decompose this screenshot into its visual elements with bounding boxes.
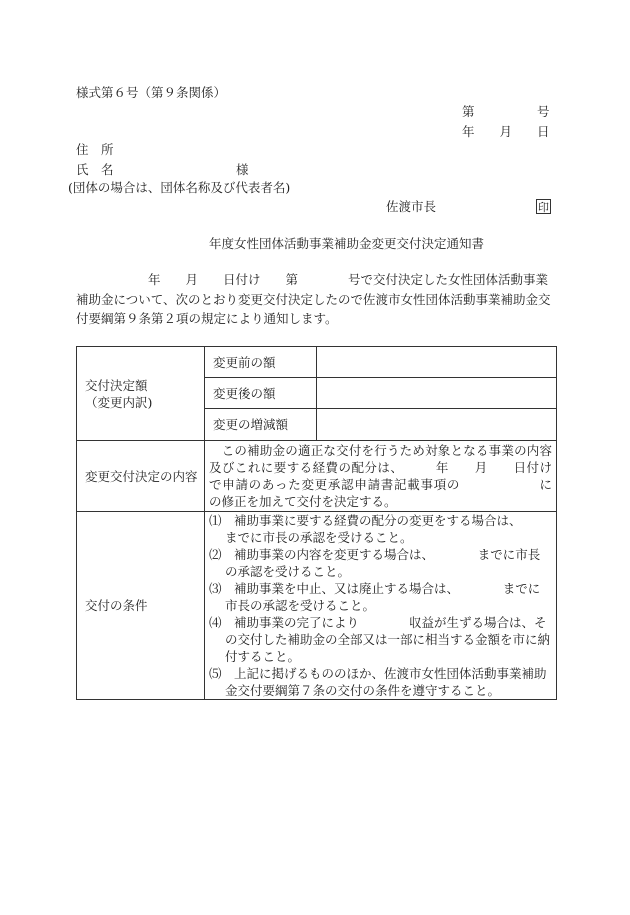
change-amount-label: 変更の増減額 (205, 409, 317, 441)
amount-label: 交付決定額 (85, 377, 148, 393)
conditions-cell (205, 512, 566, 700)
content-text: この補助金の適正な交付を行うため対象となる事業の内容及びこれに要する経費の配分は、 年 月 日付けで申請のあった変更承認申請書記載事項の に の修正を加えて交付を決定する。 (205, 441, 557, 512)
amount-label-cell (77, 347, 205, 441)
condition-item: ⑷ 補助事業の完了により 収益が生ずる場合は、その交付した補助金の全部又は一部に相当する金額を市に納付すること。 (209, 615, 551, 664)
change-amount-value (317, 409, 557, 441)
name-label: 氏 名 (76, 162, 114, 177)
intro-line-3: 付要綱第９条第２項の規定により通知します。 (76, 311, 338, 326)
amount-sublabel: （変更内訳) (85, 394, 153, 410)
address-label: 住 所 (76, 142, 114, 157)
content-label: 変更交付決定の内容 (77, 441, 205, 512)
after-amount-label: 変更後の額 (205, 378, 317, 409)
honorific: 様 (236, 162, 249, 177)
condition-item: ⑸ 上記に掲げるもののほか、佐渡市女性団体活動事業補助金交付要綱第７条の交付の条件を遵守すること。 (209, 666, 547, 698)
condition-item: ⑴ 補助事業に要する経費の配分の変更をする場合は、 までに市長の承認を受けること。 (209, 513, 566, 545)
intro-line-1: 年 月 日付け 第 号で交付決定した女性団体活動事業 (148, 272, 549, 287)
number-line: 第 号 (462, 104, 550, 119)
after-amount-value (317, 378, 557, 409)
intro-line-2: 補助金について、次のとおり変更交付決定したので佐渡市女性団体活動事業補助金交 (76, 292, 551, 307)
decision-table (76, 346, 590, 700)
before-amount-label: 変更前の額 (205, 347, 317, 378)
condition-item: ⑵ 補助事業の内容を変更する場合は、 までに市長の承認を受けること。 (209, 547, 541, 579)
group-note: (団体の場合は、団体名称及び代表者名) (68, 180, 291, 195)
conditions-label: 交付の条件 (77, 512, 205, 700)
form-reference: 様式第６号（第９条関係） (76, 85, 227, 100)
date-line: 年 月 日 (462, 124, 550, 139)
issuer-title: 佐渡市長 (386, 199, 437, 214)
document-title: 年度女性団体活動事業補助金変更交付決定通知書 (209, 236, 485, 251)
condition-item: ⑶ 補助事業を中止、又は廃止する場合は、 までに市長の承認を受けること。 (209, 581, 541, 613)
before-amount-value (317, 347, 557, 378)
seal-stamp: 印 (538, 201, 549, 214)
